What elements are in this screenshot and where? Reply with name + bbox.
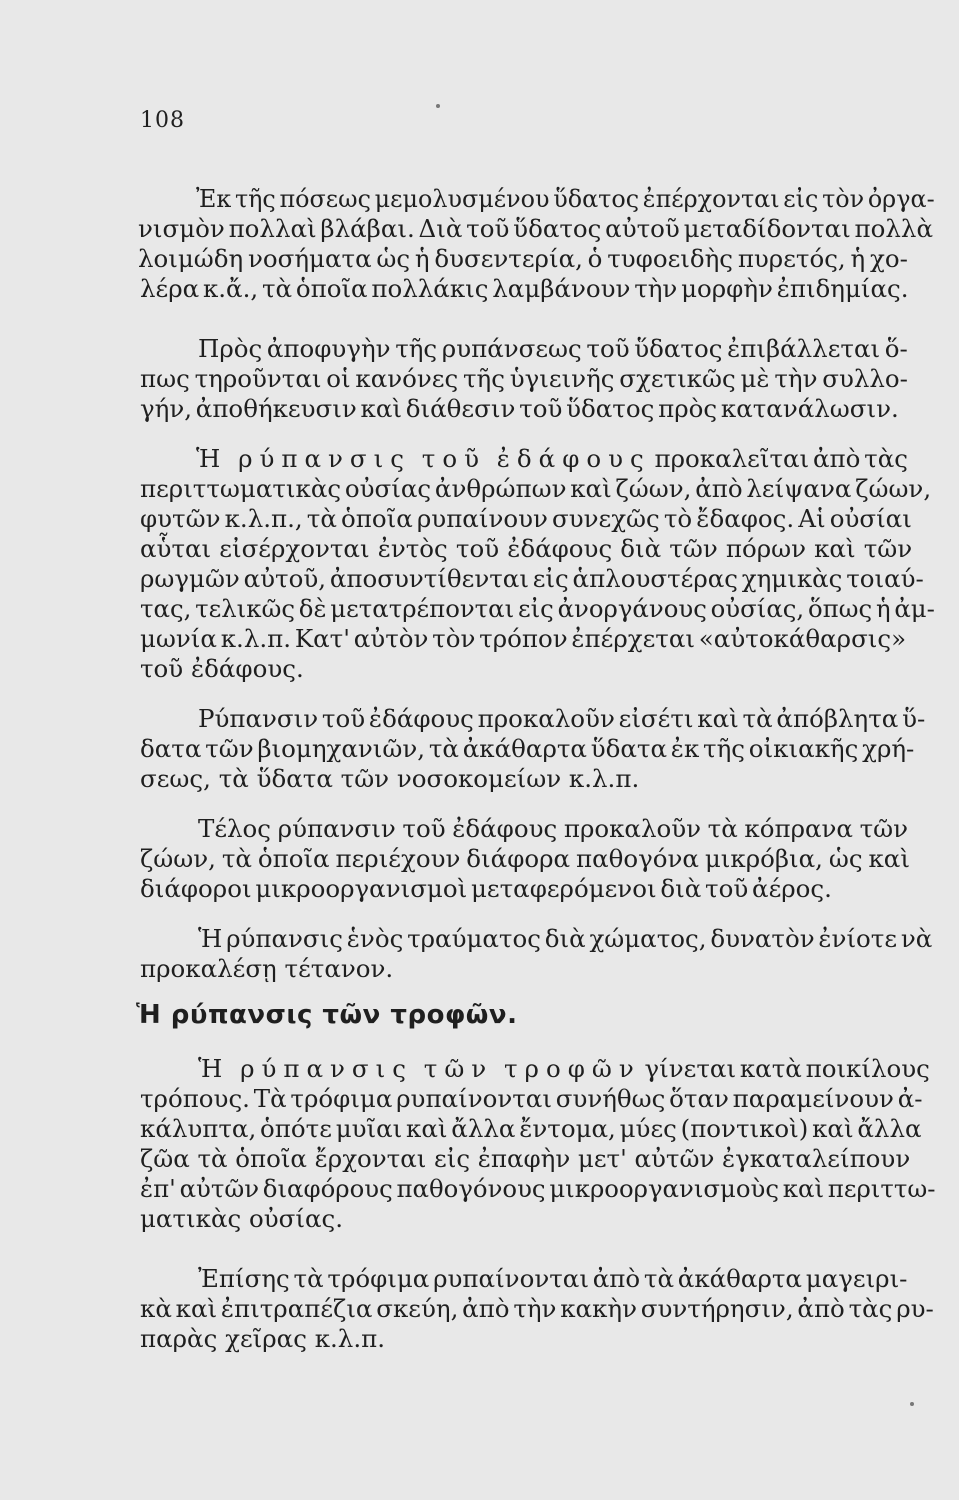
line-text: σεως, τὰ ὕδατα τῶν νοσοκομείων κ.λ.π. [140,764,640,793]
text-line [140,734,914,764]
line-text: Τέλος ρύπανσιν τοῦ ἐδάφους προκαλοῦν τὰ κόπρανα τῶν [198,814,909,843]
line-text: Ἐκ τῆς πόσεως μεμολυσμένου ὕδατος ἐπέρχονται εἰς τὸν ὀργα- [196,184,935,213]
line-text: κάλυπτα, ὁπότε μυῖαι καὶ ἄλλα ἔντομα, μύες (ποντικοὶ) καὶ ἄλλα [140,1114,922,1143]
text-line [140,954,393,984]
text-line [140,654,304,684]
line-text: γίνεται κατὰ ποικίλους [640,1054,930,1083]
text-line [140,844,910,874]
text-line [140,394,899,424]
line-text: φυτῶν κ.λ.π., τὰ ὁποῖα ρυπαίνουν συνεχῶς τὸ ἔδαφος. Αἱ οὐσίαι [140,504,912,533]
line-text: μωνία κ.λ.π. Κατ' αὐτὸν τὸν τρόπον ἐπέρχεται «αὐτοκάθαρσις» [140,624,907,653]
text-line [140,1174,935,1204]
line-text: διάφοροι μικροοργανισμοὶ μεταφερόμενοι διὰ τοῦ ἀέρος. [140,874,832,903]
text-line [140,1324,385,1354]
line-text: ζῶα τὰ ὁποῖα ἔρχονται εἰς ἐπαφὴν μετ' αὐτῶν ἐγκαταλείπουν [140,1144,911,1173]
text-line [140,764,639,794]
text-line [140,364,908,394]
line-text: τοῦ ἐδάφους. [140,654,304,683]
line-text: Ἐπίσης τὰ τρόφιμα ρυπαίνονται ἀπὸ τὰ ἀκάθαρτα μαγειρι- [198,1264,908,1293]
line-text: λέρα κ.ἄ., τὰ ὁποῖα πολλάκις λαμβάνουν τὴν μορφὴν ἐπιδημίας. [140,274,909,303]
text-line [140,1294,934,1324]
text-line [198,1264,907,1294]
text-line [196,444,908,474]
line-text: δατα τῶν βιομηχανιῶν, τὰ ἀκάθαρτα ὕδατα ἐκ τῆς οἰκιακῆς χρή- [140,734,915,763]
text-line [198,814,908,844]
line-text: Ἡ ρύπανσις ἑνὸς τραύματος διὰ χώματος, δυνατὸν ἐνίοτε νὰ [198,924,933,953]
ink-speck [436,104,440,108]
text-line [140,1114,922,1144]
text-line [140,274,909,304]
ink-speck [910,1402,914,1406]
text-line [140,594,935,624]
line-text: ζώων, τὰ ὁποῖα περιέχουν διάφορα παθογόνα μικρόβια, ὡς καὶ [140,844,910,873]
text-line [140,1144,910,1174]
text-line [138,244,908,274]
line-text: προκαλέσῃ τέτανον. [140,954,394,983]
line-text: κὰ καὶ ἐπιτραπέζια σκεύη, ἀπὸ τὴν κακὴν συντήρησιν, ἀπὸ τὰς ρυ- [140,1294,934,1323]
text-line [196,184,935,214]
line-text: τρόπους. Τὰ τρόφιμα ρυπαίνονται συνήθως ὅταν παραμείνουν ἀ- [140,1084,923,1113]
text-line [140,474,931,504]
line-text: Ρύπανσιν τοῦ ἐδάφους προκαλοῦν εἰσέτι καὶ τὰ ἀπόβλητα ὕ- [198,704,926,733]
text-line [140,534,912,564]
line-text: νισμὸν πολλαὶ βλάβαι. Διὰ τοῦ ὕδατος αὐτοῦ μεταδίδονται πολλὰ [138,214,934,243]
text-line [140,1084,923,1114]
text-line [140,564,924,594]
text-line [140,1204,343,1234]
line-text: παρὰς χεῖρας κ.λ.π. [140,1324,386,1353]
line-text: αὗται εἰσέρχονται ἐντὸς τοῦ ἐδάφους διὰ τῶν πόρων καὶ τῶν [140,534,913,563]
line-text: ρωγμῶν αὐτοῦ, ἀποσυντίθενται εἰς ἁπλουστέρας χημικὰς τοιαύ- [140,564,924,593]
line-text: πως τηροῦνται οἱ κανόνες τῆς ὑγιεινῆς σχετικῶς μὲ τὴν συλλο- [140,364,908,393]
section-heading: Ἡ ρύπανσις τῶν τροφῶν. [136,1000,518,1030]
page-number: 108 [140,108,185,133]
line-text: ματικὰς οὐσίας. [140,1204,344,1233]
line-text: τας, τελικῶς δὲ μετατρέπονται εἰς ἀνοργάνους οὐσίας, ὅπως ἡ ἀμ- [140,594,935,623]
line-text: Πρὸς ἀποφυγὴν τῆς ρυπάνσεως τοῦ ὕδατος ἐπιβάλλεται ὅ- [198,334,908,363]
text-line [198,334,908,364]
line-text: περιττωματικὰς οὐσίας ἀνθρώπων καὶ ζώων, ἀπὸ λείψανα ζώων, [140,474,932,503]
emphasized-term: Ἡ ρύπανσις τῶν τροφῶν [198,1054,641,1083]
emphasized-term: Ἡ ρύπανσις τοῦ ἐδάφους [196,444,651,473]
text-line [140,874,832,904]
line-text: λοιμώδη νοσήματα ὡς ἡ δυσεντερία, ὁ τυφοειδὴς πυρετός, ἡ χο- [138,244,908,273]
text-line [198,704,925,734]
text-line [198,1054,930,1084]
text-line [198,924,932,954]
text-line [140,504,912,534]
text-line [140,624,906,654]
line-text: γήν, ἀποθήκευσιν καὶ διάθεσιν τοῦ ὕδατος πρὸς κατανάλωσιν. [140,394,899,423]
line-text: προκαλεῖται ἀπὸ τὰς [650,444,908,473]
text-line [138,214,933,244]
line-text: ἐπ' αὐτῶν διαφόρους παθογόνους μικροοργανισμοὺς καὶ περιττω- [140,1174,936,1203]
